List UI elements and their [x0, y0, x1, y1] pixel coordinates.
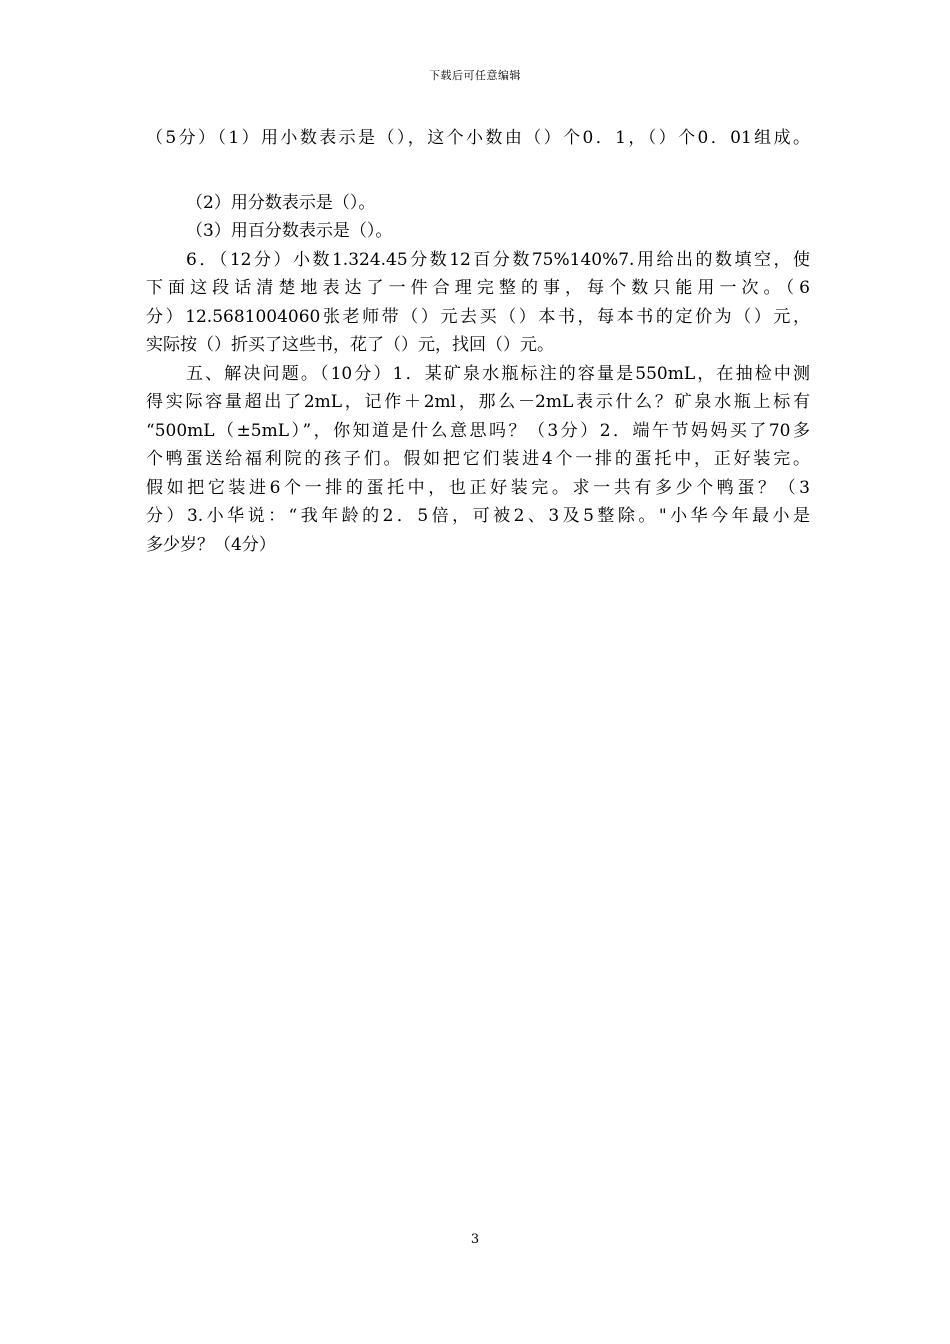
document-body [146, 124, 810, 559]
text-line: 个鸭蛋送给福利院的孩子们。假如把它们装进4个一排的蛋托中，正好装完。 [146, 449, 810, 469]
text-line: 分）12.5681004060张老师带（）元去买（）本书，每本书的定价为（）元， [146, 306, 810, 327]
text-line: 6．（12分）小数1.324.45分数12百分数75%140%7.用给出的数填空，使 [186, 249, 810, 270]
text-line: （3）用百分数表示是（）。 [186, 221, 393, 241]
text-line: 实际按（）折买了这些书，花了（）元，找回（）元。 [146, 335, 554, 355]
text-line: 分）3.小华说：“我年龄的2．5倍，可被2、3及5整除。"小华今年最小是 [146, 506, 810, 526]
text-line: 多少岁？（4分） [146, 534, 276, 555]
text-line: 下面这段话清楚地表达了一件合理完整的事，每个数只能用一次。（6 [146, 278, 810, 298]
text-line: （5分）（1）用小数表示是（），这个小数由（）个0．1，（）个0．01组成。 [146, 128, 810, 148]
page-header: 下载后可任意编辑 [429, 69, 521, 82]
text-line: 五、解决问题。（10分）1．某矿泉水瓶标注的容量是550mL，在抽检中测 [186, 363, 810, 384]
text-line: “500mL（±5mL）”，你知道是什么意思吗？（3分）2．端午节妈妈买了70多 [146, 420, 810, 441]
text-line: 得实际容量超出了2mL，记作＋2ml，那么－2mL表示什么？矿泉水瓶上标有 [146, 392, 810, 412]
text-line: （2）用分数表示是（）。 [186, 192, 376, 213]
text-line: 假如把它装进6个一排的蛋托中，也正好装完。求一共有多少个鸭蛋？（3 [146, 477, 810, 498]
page-number: 3 [470, 1232, 480, 1247]
